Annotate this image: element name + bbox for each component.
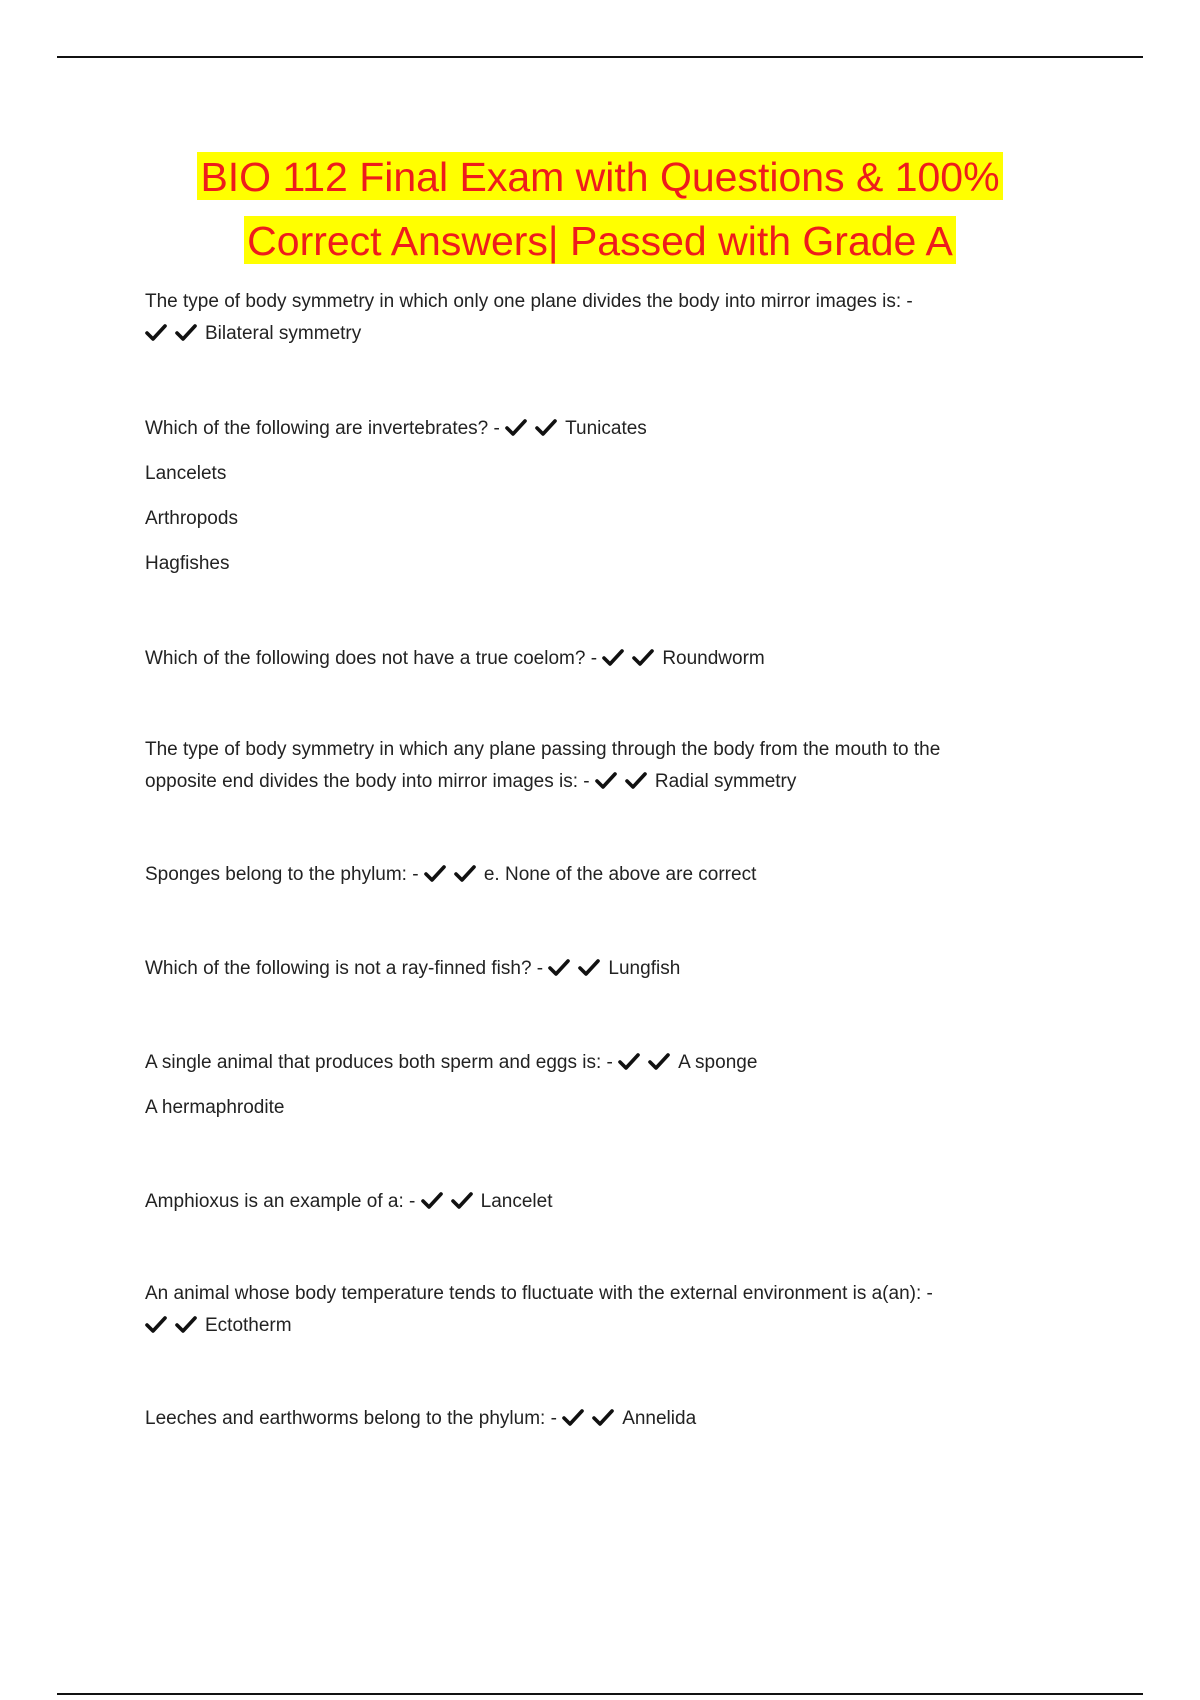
answer-line	[145, 318, 1025, 350]
check-icon	[548, 958, 570, 976]
double-check-icon	[424, 859, 484, 891]
question-line	[145, 413, 1025, 445]
check-icon	[648, 1052, 670, 1070]
qa-item-3	[145, 643, 1025, 675]
answer-text: Annelida	[622, 1408, 697, 1429]
check-icon	[625, 771, 647, 789]
check-icon	[562, 1408, 584, 1426]
question-text: opposite end divides the body into mirror images is: -	[145, 771, 590, 792]
bottom-rule	[57, 1693, 1143, 1695]
qa-item-9	[145, 1278, 1025, 1342]
check-icon	[595, 771, 617, 789]
page-title	[0, 145, 1200, 273]
question-text: A single animal that produces both sperm and eggs is: -	[145, 1052, 613, 1073]
question-line	[145, 1403, 1025, 1435]
answer-text: e. None of the above are correct	[483, 864, 757, 885]
answer-text: Roundworm	[662, 648, 765, 669]
double-check-icon	[548, 953, 608, 985]
answer-extra: Arthropods	[145, 508, 238, 529]
check-icon	[451, 1191, 473, 1209]
double-check-icon	[618, 1047, 678, 1079]
answer-text: Lancelet	[480, 1191, 553, 1212]
question-text: Amphioxus is an example of a: -	[145, 1191, 416, 1212]
check-icon	[145, 323, 167, 341]
qa-item-5	[145, 859, 1025, 891]
question-text: An animal whose body temperature tends to fluctuate with the external environment is a(an): -	[145, 1283, 933, 1304]
qa-item-7	[145, 1047, 1025, 1124]
question-text: Which of the following are invertebrates? -	[145, 418, 500, 439]
question-line	[145, 859, 1025, 891]
check-icon	[578, 958, 600, 976]
qa-item-10	[145, 1403, 1025, 1435]
answer-extra: Hagfishes	[145, 553, 230, 574]
check-icon	[505, 418, 527, 436]
check-icon	[145, 1315, 167, 1333]
question-text: The type of body symmetry in which only one plane divides the body into mirror images is: -	[145, 291, 913, 312]
answer-text: Tunicates	[565, 418, 647, 439]
question-line	[145, 1047, 1025, 1079]
top-rule	[57, 56, 1143, 58]
check-icon	[175, 1315, 197, 1333]
qa-item-1	[145, 286, 1025, 350]
check-icon	[175, 323, 197, 341]
qa-item-4	[145, 734, 1025, 798]
question-line	[145, 1186, 1025, 1218]
qa-item-2	[145, 413, 1025, 580]
question-line	[145, 643, 1025, 675]
check-icon	[454, 864, 476, 882]
check-icon	[602, 648, 624, 666]
check-icon	[424, 864, 446, 882]
question-line	[145, 766, 1025, 798]
double-check-icon	[562, 1403, 622, 1435]
qa-item-8	[145, 1186, 1025, 1218]
question-text: Leeches and earthworms belong to the phylum: -	[145, 1408, 557, 1429]
answer-text: A sponge	[678, 1052, 758, 1073]
check-icon	[618, 1052, 640, 1070]
answer-text: Radial symmetry	[654, 771, 797, 792]
answer-extra: A hermaphrodite	[145, 1097, 285, 1118]
check-icon	[632, 648, 654, 666]
question-text: Which of the following is not a ray-finned fish? -	[145, 958, 544, 979]
check-icon	[592, 1408, 614, 1426]
qa-item-6	[145, 953, 1025, 985]
title-line-1: BIO 112 Final Exam with Questions & 100%	[197, 152, 1002, 200]
double-check-icon	[602, 643, 662, 675]
question-text: Sponges belong to the phylum: -	[145, 864, 419, 885]
double-check-icon	[145, 318, 205, 350]
double-check-icon	[595, 766, 655, 798]
check-icon	[421, 1191, 443, 1209]
double-check-icon	[145, 1310, 205, 1342]
double-check-icon	[505, 413, 565, 445]
answer-text: Bilateral symmetry	[205, 323, 362, 344]
question-text: The type of body symmetry in which any plane passing through the body from the mouth to the	[145, 739, 941, 760]
double-check-icon	[421, 1186, 481, 1218]
question-line	[145, 953, 1025, 985]
answer-text: Lungfish	[608, 958, 681, 979]
answer-extra: Lancelets	[145, 463, 227, 484]
answer-text: Ectotherm	[205, 1315, 292, 1336]
check-icon	[535, 418, 557, 436]
answer-line	[145, 1310, 1025, 1342]
question-text: Which of the following does not have a true coelom? -	[145, 648, 598, 669]
title-line-2: Correct Answers| Passed with Grade A	[244, 216, 956, 264]
